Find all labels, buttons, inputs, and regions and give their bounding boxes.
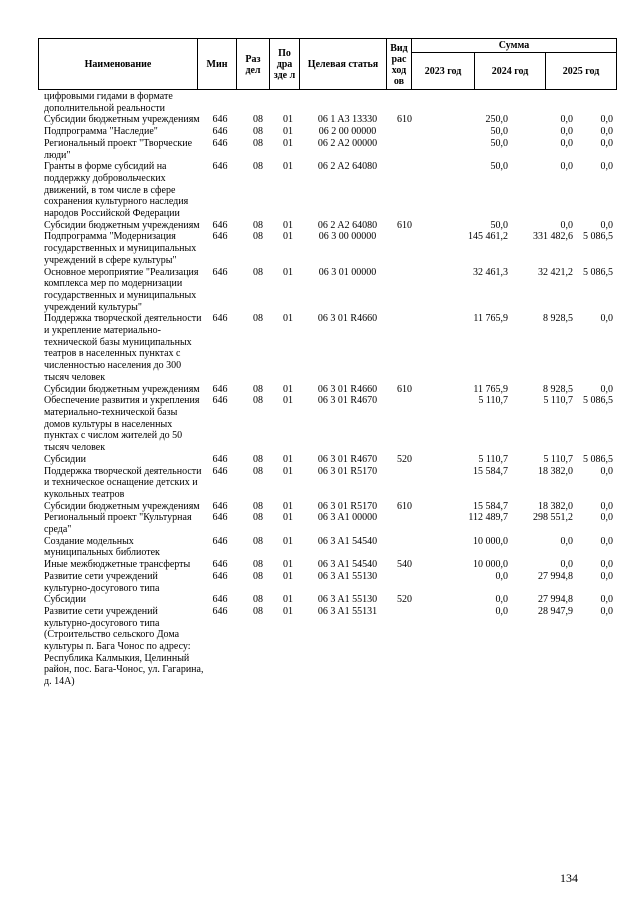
table-row [38,571,617,594]
cell-2024: 5 110,7 [543,453,573,465]
table-row [38,138,617,161]
cell-razdel: 08 [253,161,263,173]
cell-min: 646 [212,161,228,173]
cell-vid: 520 [397,594,412,606]
cell-2024: 18 382,0 [538,500,573,512]
cell-target: 06 3 A1 55131 [317,605,378,617]
cell-2024: 0,0 [560,161,573,173]
cell-target: 06 2 A2 00000 [317,137,378,149]
cell-2024: 18 382,0 [538,465,573,477]
header-target: Целевая статья [300,39,387,90]
cell-name: Региональный проект "Культурная среда" [44,512,192,536]
cell-min: 646 [212,570,228,582]
cell-2025: 0,0 [600,137,613,149]
header-razdel: Раз дел [237,39,270,90]
header-name: Наименование [39,39,198,90]
cell-2025: 0,0 [600,114,613,126]
cell-razdel: 08 [253,594,263,606]
cell-2025: 0,0 [600,126,613,138]
cell-target: 06 3 01 R4670 [317,395,378,407]
cell-razdel: 08 [253,219,263,231]
cell-2023: 50,0 [490,126,508,138]
cell-2024: 8 928,5 [543,383,573,395]
table-row [38,594,617,606]
cell-2025: 0,0 [600,535,613,547]
cell-podrazdel: 01 [283,535,293,547]
cell-target: 06 2 A2 64080 [317,161,378,173]
cell-name: Субсидии бюджетным учреждениям [44,383,200,395]
table-row [38,395,617,454]
cell-name: Гранты в форме субсидий на поддержку добровольческих движений, в том числе в сфере сохранения культурного наследия народов Российской Федерации [44,161,189,220]
cell-razdel: 08 [253,559,263,571]
header-podrazdel: По дра зде л [270,39,300,90]
cell-2023: 5 110,7 [478,453,508,465]
cell-2023: 50,0 [490,161,508,173]
table-row [38,114,617,126]
cell-razdel: 08 [253,453,263,465]
cell-2025: 0,0 [600,313,613,325]
cell-target: 06 3 A1 54540 [317,535,378,547]
cell-min: 646 [212,465,228,477]
cell-podrazdel: 01 [283,605,293,617]
cell-2024: 27 994,8 [538,594,573,606]
cell-min: 646 [212,313,228,325]
cell-2024: 8 928,5 [543,313,573,325]
cell-min: 646 [212,383,228,395]
cell-min: 646 [212,559,228,571]
cell-target: 06 3 A1 54540 [317,559,378,571]
cell-2025: 0,0 [600,559,613,571]
cell-2025: 5 086,5 [583,231,613,243]
cell-razdel: 08 [253,137,263,149]
cell-podrazdel: 01 [283,231,293,243]
cell-name: Поддержка творческой деятельности и техническое оснащение детских и кукольных театров [44,465,202,500]
cell-2024: 28 947,9 [538,605,573,617]
cell-razdel: 08 [253,605,263,617]
table-row [38,559,617,571]
cell-podrazdel: 01 [283,570,293,582]
cell-2024: 0,0 [560,126,573,138]
table-row [38,91,617,114]
cell-2025: 0,0 [600,594,613,606]
cell-2023: 112 489,7 [468,512,508,524]
cell-min: 646 [212,395,228,407]
table-row [38,126,617,138]
cell-2023: 145 461,2 [468,231,508,243]
cell-2023: 11 765,9 [473,313,508,325]
cell-2023: 32 461,3 [473,266,508,278]
cell-name: Субсидии [44,594,86,606]
cell-2023: 0,0 [495,605,508,617]
table-row [38,384,617,396]
cell-name: Субсидии бюджетным учреждениям [44,219,200,231]
cell-vid: 520 [397,453,412,465]
cell-podrazdel: 01 [283,114,293,126]
cell-min: 646 [212,219,228,231]
cell-2024: 0,0 [560,535,573,547]
cell-2023: 11 765,9 [473,383,508,395]
table-row [38,267,617,314]
cell-razdel: 08 [253,313,263,325]
cell-2025: 0,0 [600,219,613,231]
cell-2023: 10 000,0 [473,559,508,571]
cell-vid: 610 [397,219,412,231]
cell-razdel: 08 [253,500,263,512]
cell-podrazdel: 01 [283,453,293,465]
table-row [38,220,617,232]
cell-2024: 0,0 [560,114,573,126]
cell-2023: 5 110,7 [478,395,508,407]
cell-2025: 5 086,5 [583,266,613,278]
cell-razdel: 08 [253,266,263,278]
cell-min: 646 [212,137,228,149]
table-row [38,606,617,688]
header-year-2024: 2024 год [475,53,546,90]
cell-podrazdel: 01 [283,313,293,325]
cell-2024: 5 110,7 [543,395,573,407]
cell-name: Создание модельных муниципальных библиотек [44,535,160,559]
header-sum: Сумма [412,39,616,53]
table-row [38,313,617,383]
cell-2023: 10 000,0 [473,535,508,547]
cell-razdel: 08 [253,383,263,395]
cell-2025: 0,0 [600,161,613,173]
cell-2025: 0,0 [600,383,613,395]
cell-target: 06 2 00 00000 [318,126,377,138]
cell-target: 06 3 A1 00000 [317,512,378,524]
cell-podrazdel: 01 [283,383,293,395]
header-year-2025: 2025 год [562,66,600,77]
cell-name: Иные межбюджетные трансферты [44,559,191,571]
cell-vid: 610 [397,500,412,512]
cell-target: 06 1 A3 13330 [317,114,378,126]
cell-target: 06 3 A1 55130 [317,570,378,582]
cell-min: 646 [212,453,228,465]
table-row [38,454,617,466]
cell-target: 06 3 01 R4670 [317,453,378,465]
cell-razdel: 08 [253,535,263,547]
cell-2023: 15 584,7 [473,500,508,512]
cell-target: 06 3 00 00000 [318,231,377,243]
cell-target: 06 3 A1 55130 [317,594,378,606]
cell-2025: 0,0 [600,500,613,512]
cell-2024: 298 551,2 [533,512,573,524]
cell-name: Субсидии [44,453,86,465]
cell-name: цифровыми гидами в формате дополнительной реальности [44,91,173,114]
cell-2024: 0,0 [560,137,573,149]
cell-name: Субсидии бюджетным учреждениям [44,114,200,126]
cell-2024: 0,0 [560,559,573,571]
cell-podrazdel: 01 [283,126,293,138]
cell-podrazdel: 01 [283,512,293,524]
cell-razdel: 08 [253,512,263,524]
cell-name: Обеспечение развития и укрепления материально-технической базы домов культуры в населенных пунктах с числом жителей до 50 тысяч человек [44,395,200,454]
table-body [38,91,617,688]
cell-vid: 540 [397,559,412,571]
cell-razdel: 08 [253,114,263,126]
cell-razdel: 08 [253,465,263,477]
cell-2024: 331 482,6 [533,231,573,243]
cell-2024: 32 421,2 [538,266,573,278]
cell-min: 646 [212,605,228,617]
cell-target: 06 3 01 00000 [318,266,377,278]
cell-name: Субсидии бюджетным учреждениям [44,500,200,512]
cell-vid: 610 [397,383,412,395]
table-row [38,536,617,559]
cell-2023: 50,0 [490,219,508,231]
table-row [38,466,617,501]
cell-2025: 0,0 [600,512,613,524]
cell-2025: 0,0 [600,605,613,617]
cell-podrazdel: 01 [283,559,293,571]
cell-min: 646 [212,231,228,243]
cell-podrazdel: 01 [283,161,293,173]
header-min: Мин [198,39,237,90]
cell-target: 06 3 01 R5170 [317,465,378,477]
cell-name: Поддержка творческой деятельности и укрепление материально-технической базы муниципальных театров в населенных пунктах с численностью населения до 300 тысяч человек [44,313,202,383]
cell-2023: 250,0 [485,114,508,126]
cell-podrazdel: 01 [283,219,293,231]
cell-name: Основное мероприятие "Реализация комплекса мер по модернизации государственных и муниципальных учреждений культуры" [44,266,199,313]
cell-min: 646 [212,512,228,524]
page-number: 134 [560,871,578,885]
cell-2025: 5 086,5 [583,395,613,407]
table-header [38,38,617,90]
cell-razdel: 08 [253,570,263,582]
cell-podrazdel: 01 [283,266,293,278]
cell-podrazdel: 01 [283,465,293,477]
cell-name: Подпрограмма "Модернизация государственных и муниципальных учреждений в сфере культуры" [44,231,197,266]
cell-razdel: 08 [253,395,263,407]
cell-podrazdel: 01 [283,395,293,407]
cell-name: Развитие сети учреждений культурно-досугового типа (Строительство сельского Дома культуры п. Бага Чонос по адресу: Республика Калмыкия, Целинный район, пос. Бага-Чонос, ул. Гагарина, д. 14А) [44,605,204,688]
cell-razdel: 08 [253,126,263,138]
cell-2023: 0,0 [495,594,508,606]
cell-target: 06 2 A2 64080 [317,219,378,231]
cell-2024: 0,0 [560,219,573,231]
cell-min: 646 [212,500,228,512]
header-vid: Вид рас ход ов [387,39,412,90]
table-row [38,501,617,513]
cell-min: 646 [212,594,228,606]
cell-target: 06 3 01 R4660 [317,313,378,325]
cell-2025: 5 086,5 [583,453,613,465]
cell-2025: 0,0 [600,570,613,582]
cell-razdel: 08 [253,231,263,243]
cell-min: 646 [212,126,228,138]
cell-2025: 0,0 [600,465,613,477]
cell-podrazdel: 01 [283,500,293,512]
cell-2023: 50,0 [490,137,508,149]
table-row [38,161,617,220]
cell-vid: 610 [397,114,412,126]
cell-podrazdel: 01 [283,594,293,606]
cell-2023: 0,0 [495,570,508,582]
table-row [38,231,617,266]
cell-min: 646 [212,535,228,547]
cell-name: Развитие сети учреждений культурно-досугового типа [44,570,160,594]
cell-podrazdel: 01 [283,137,293,149]
cell-name: Региональный проект "Творческие люди" [44,137,193,161]
cell-min: 646 [212,114,228,126]
cell-2024: 27 994,8 [538,570,573,582]
cell-target: 06 3 01 R5170 [317,500,378,512]
cell-min: 646 [212,266,228,278]
table-row [38,512,617,535]
header-year-2023: 2023 год [412,53,475,90]
cell-name: Подпрограмма "Наследие" [44,126,158,138]
cell-2023: 15 584,7 [473,465,508,477]
cell-target: 06 3 01 R4660 [317,383,378,395]
